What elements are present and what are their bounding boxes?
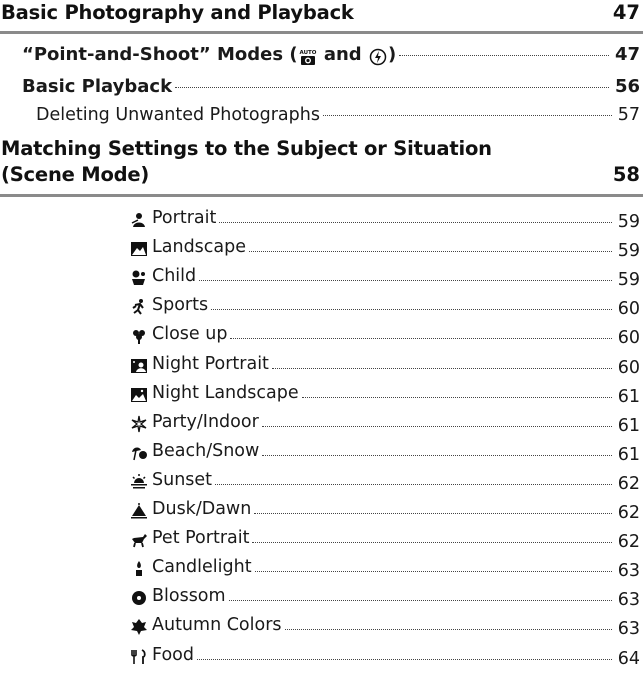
toc-entry-label: Autumn Colors bbox=[152, 615, 282, 636]
dot-leader bbox=[323, 115, 612, 116]
toc-entry-beach-snow[interactable] bbox=[130, 439, 640, 463]
section-header-scene-mode bbox=[1, 136, 640, 188]
toc-entry-sports[interactable] bbox=[130, 293, 640, 320]
toc-entry-page: 61 bbox=[617, 386, 640, 407]
dot-leader bbox=[249, 251, 612, 252]
section-divider bbox=[0, 31, 643, 34]
toc-entry-page: 62 bbox=[617, 503, 640, 523]
toc-entry-sunset[interactable] bbox=[130, 468, 640, 492]
toc-entry-page: 60 bbox=[617, 299, 640, 320]
toc-entry-label: Sunset bbox=[152, 469, 213, 490]
dot-leader bbox=[219, 222, 611, 223]
candlelight-icon bbox=[130, 560, 148, 578]
dot-leader bbox=[175, 87, 609, 88]
section-page-number: 47 bbox=[612, 1, 640, 24]
dot-leader bbox=[285, 629, 612, 630]
section-title: Basic Photography and Playback bbox=[1, 1, 354, 24]
autumn-colors-icon bbox=[130, 618, 148, 636]
close-up-icon bbox=[130, 327, 148, 345]
toc-entry-page: 63 bbox=[617, 561, 640, 582]
toc-entry-page: 47 bbox=[614, 44, 640, 65]
toc-entry-page: 61 bbox=[617, 444, 640, 465]
toc-entry-night-landscape[interactable] bbox=[130, 381, 640, 405]
landscape-icon bbox=[130, 240, 148, 258]
svg-text:AUTO: AUTO bbox=[299, 50, 317, 56]
toc-entry-page: 62 bbox=[617, 532, 640, 553]
dot-leader bbox=[252, 542, 611, 543]
toc-entry-page: 59 bbox=[617, 212, 640, 232]
toc-entry-landscape[interactable] bbox=[130, 235, 640, 262]
toc-entry-page: 56 bbox=[614, 76, 640, 97]
toc-entry-page: 61 bbox=[617, 415, 640, 436]
toc-entry-dusk-dawn[interactable] bbox=[130, 497, 640, 521]
dot-leader bbox=[302, 397, 612, 398]
toc-entry-close-up[interactable] bbox=[130, 322, 640, 349]
toc-entry-label: Dusk/Dawn bbox=[152, 499, 252, 519]
toc-entry-child[interactable] bbox=[130, 264, 640, 291]
toc-entry-label-join: and bbox=[317, 44, 368, 65]
toc-entry-page: 63 bbox=[617, 590, 640, 611]
toc-entry-page: 62 bbox=[617, 473, 640, 494]
toc-entry-label: Landscape bbox=[152, 237, 247, 258]
toc-entry-autumn-colors[interactable] bbox=[130, 613, 640, 640]
toc-entry-label: Beach/Snow bbox=[152, 440, 260, 461]
toc-entry-page: 64 bbox=[617, 648, 640, 669]
portrait-icon bbox=[130, 211, 148, 229]
toc-entry-night-portrait[interactable] bbox=[130, 352, 640, 376]
dusk-dawn-icon bbox=[130, 502, 148, 520]
toc-entry-page: 59 bbox=[617, 241, 640, 262]
toc-entry-label: Portrait bbox=[152, 208, 217, 228]
toc-entry-food[interactable] bbox=[130, 643, 640, 667]
toc-entry-label: Food bbox=[152, 644, 194, 665]
toc-entry-label: Close up bbox=[152, 324, 228, 345]
toc-entry-page: 60 bbox=[617, 357, 640, 378]
dot-leader bbox=[211, 309, 612, 310]
section-title-line1: Matching Settings to the Subject or Situation bbox=[1, 137, 492, 160]
dot-leader bbox=[255, 571, 612, 572]
toc-entry-label: Deleting Unwanted Photographs bbox=[36, 105, 320, 125]
auto-mode-icon bbox=[299, 48, 317, 66]
child-icon bbox=[130, 269, 148, 287]
toc-entry-party-indoor[interactable] bbox=[130, 410, 640, 434]
toc-entry-label: Night Landscape bbox=[152, 382, 299, 403]
toc-entry-candlelight[interactable] bbox=[130, 555, 640, 582]
toc-entry-label: Basic Playback bbox=[22, 76, 173, 97]
toc-entry-basic-playback[interactable] bbox=[22, 75, 640, 99]
dot-leader bbox=[254, 513, 611, 514]
sunset-icon bbox=[130, 473, 148, 491]
toc-entry-page: 59 bbox=[617, 270, 640, 291]
beach-snow-icon bbox=[130, 444, 148, 462]
dot-leader bbox=[229, 600, 612, 601]
dot-leader bbox=[399, 55, 609, 56]
toc-entry-label: “Point-and-Shoot” Modes ( bbox=[22, 44, 298, 65]
toc-entry-label: Sports bbox=[152, 295, 209, 316]
night-portrait-icon bbox=[130, 357, 148, 375]
blossom-icon bbox=[130, 589, 148, 607]
toc-entry-page: 57 bbox=[617, 105, 640, 125]
food-icon bbox=[130, 648, 148, 666]
dot-leader bbox=[199, 280, 612, 281]
toc-entry-label: Party/Indoor bbox=[152, 411, 259, 432]
flash-off-mode-icon bbox=[369, 48, 387, 66]
toc-entry-label: Night Portrait bbox=[152, 353, 269, 374]
dot-leader bbox=[197, 659, 612, 660]
toc-entry-pet-portrait[interactable] bbox=[130, 526, 640, 553]
toc-entry-point-and-shoot[interactable] bbox=[22, 43, 640, 67]
pet-portrait-icon bbox=[130, 531, 148, 549]
section-divider bbox=[0, 194, 643, 197]
dot-leader bbox=[262, 455, 611, 456]
dot-leader bbox=[215, 484, 612, 485]
dot-leader bbox=[262, 426, 612, 427]
toc-entry-label: Pet Portrait bbox=[152, 528, 250, 549]
toc-entry-label: Child bbox=[152, 266, 197, 287]
section-header-basic-photography bbox=[1, 0, 640, 26]
toc-entry-label-end: ) bbox=[387, 44, 397, 65]
toc-entry-portrait[interactable] bbox=[130, 206, 640, 230]
section-page-number: 58 bbox=[612, 163, 640, 186]
toc-entry-deleting-unwanted[interactable] bbox=[36, 103, 640, 127]
toc-entry-label: Blossom bbox=[152, 586, 226, 607]
toc-entry-page: 60 bbox=[617, 328, 640, 349]
toc-entry-label: Candlelight bbox=[152, 557, 252, 578]
toc-entry-blossom[interactable] bbox=[130, 584, 640, 611]
dot-leader bbox=[230, 338, 611, 339]
dot-leader bbox=[272, 368, 612, 369]
party-indoor-icon bbox=[130, 415, 148, 433]
toc-entry-page: 63 bbox=[617, 619, 640, 640]
night-landscape-icon bbox=[130, 386, 148, 404]
section-title-line2: (Scene Mode) bbox=[1, 163, 150, 186]
sports-icon bbox=[130, 298, 148, 316]
